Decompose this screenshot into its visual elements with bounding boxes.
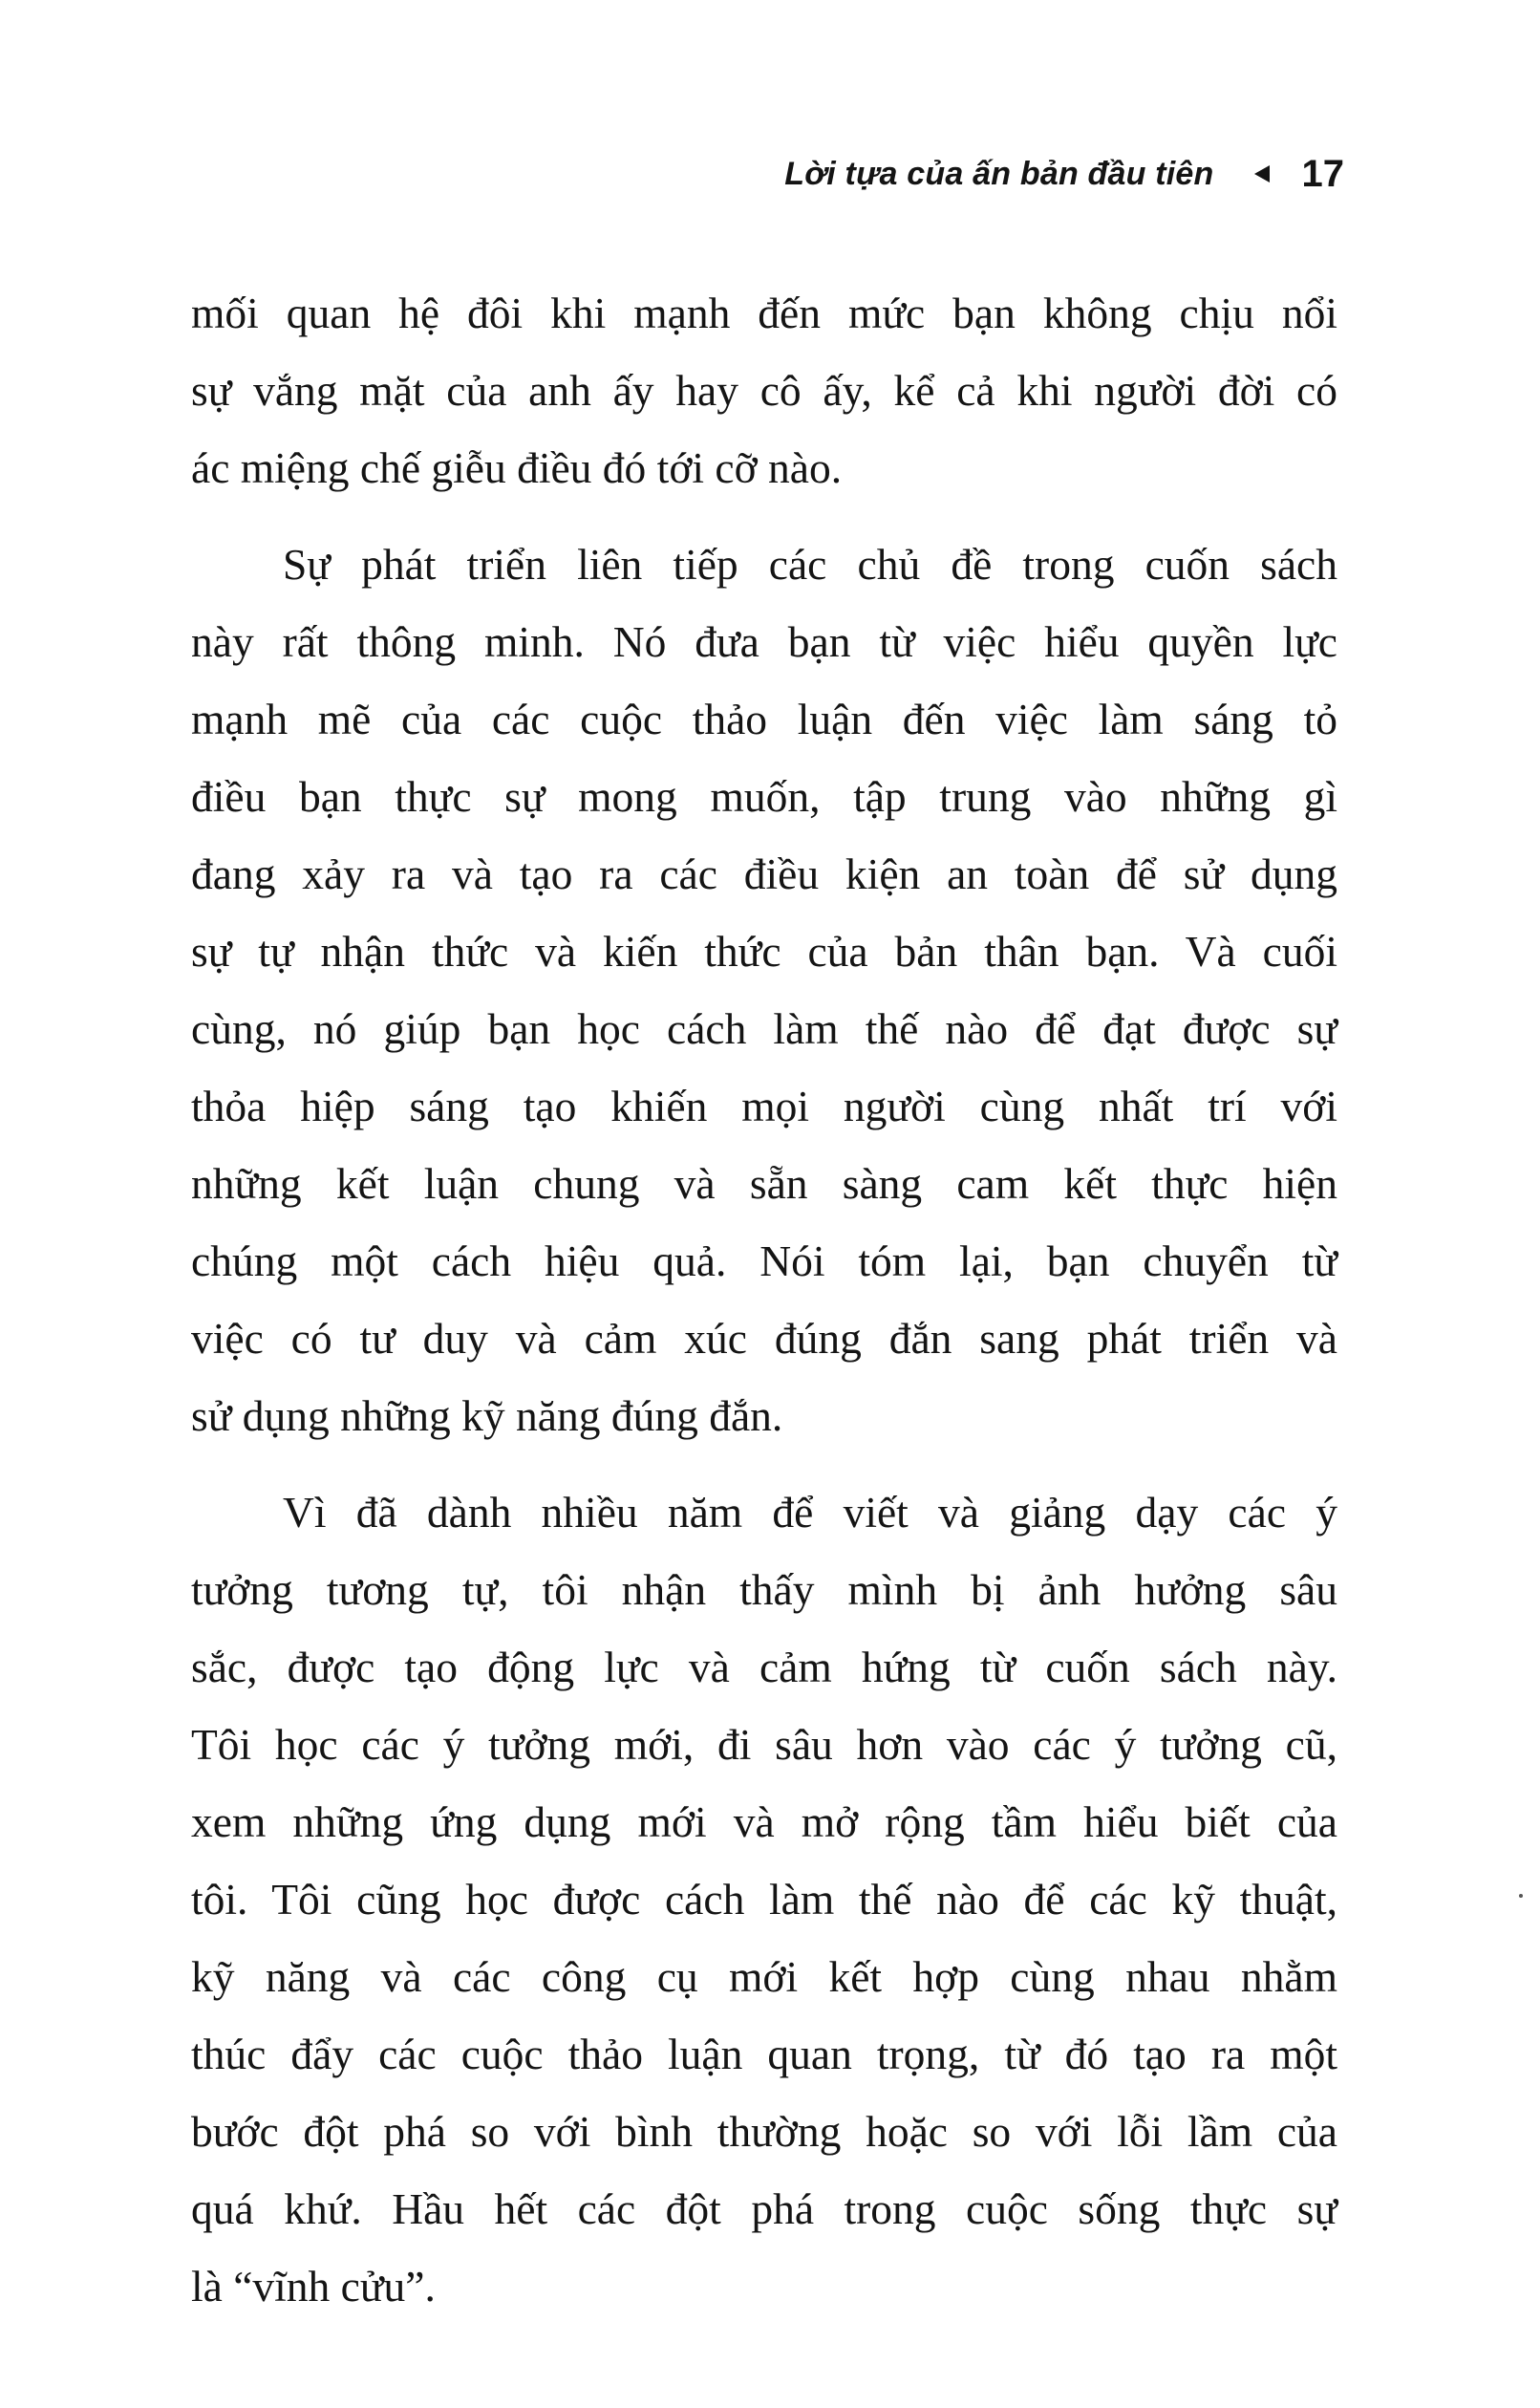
text-line: là “vĩnh cửu”. (191, 2262, 436, 2311)
text-line: việc có tư duy và cảm xúc đúng đắn sang phát triển và (191, 1314, 1337, 1363)
text-line: ác miệng chế giễu điều đó tới cỡ nào. (191, 443, 843, 492)
text-line: Sự phát triển liên tiếp các chủ đề trong cuốn sách (283, 540, 1337, 589)
paragraph-1 (191, 274, 1337, 506)
left-triangle-icon (1254, 165, 1270, 183)
text-line: Vì đã dành nhiều năm để viết và giảng dạy các ý (283, 1488, 1337, 1537)
text-line: thúc đẩy các cuộc thảo luận quan trọng, từ đó tạo ra một (191, 2030, 1337, 2078)
text-line: Tôi học các ý tưởng mới, đi sâu hơn vào các ý tưởng cũ, (191, 1720, 1337, 1769)
text-line: đang xảy ra và tạo ra các điều kiện an toàn để sử dụng (191, 849, 1337, 898)
paragraph-3 (191, 1473, 1337, 2325)
text-line: tưởng tương tự, tôi nhận thấy mình bị ảnh hưởng sâu (191, 1565, 1337, 1614)
paragraph-gap (191, 506, 1337, 526)
running-head (784, 145, 1344, 203)
text-line: điều bạn thực sự mong muốn, tập trung vào những gì (191, 772, 1337, 821)
page-number: 17 (1301, 152, 1344, 195)
text-line: sự vắng mặt của anh ấy hay cô ấy, kể cả khi người đời có (191, 366, 1337, 415)
paragraph-2 (191, 526, 1337, 1454)
text-line: thỏa hiệp sáng tạo khiến mọi người cùng nhất trí với (191, 1082, 1337, 1130)
text-line: cùng, nó giúp bạn học cách làm thế nào để đạt được sự (191, 1004, 1337, 1053)
body-text (191, 274, 1337, 2325)
text-line: mối quan hệ đôi khi mạnh đến mức bạn không chịu nổi (191, 289, 1337, 337)
text-line: kỹ năng và các công cụ mới kết hợp cùng nhau nhằm (191, 1952, 1337, 2001)
text-line: tôi. Tôi cũng học được cách làm thế nào để các kỹ thuật, (191, 1875, 1337, 1924)
text-line: chúng một cách hiệu quả. Nói tóm lại, bạn chuyển từ (191, 1236, 1337, 1285)
text-line: quá khứ. Hầu hết các đột phá trong cuộc sống thực sự (191, 2184, 1337, 2233)
text-line: những kết luận chung và sẵn sàng cam kết thực hiện (191, 1159, 1337, 1208)
text-line: sử dụng những kỹ năng đúng đắn. (191, 1391, 783, 1440)
text-line: sắc, được tạo động lực và cảm hứng từ cuốn sách này. (191, 1643, 1337, 1691)
text-line: này rất thông minh. Nó đưa bạn từ việc hiểu quyền lực (191, 617, 1337, 666)
text-line: xem những ứng dụng mới và mở rộng tầm hiểu biết của (191, 1797, 1337, 1846)
text-line: bước đột phá so với bình thường hoặc so với lỗi lầm của (191, 2107, 1337, 2156)
text-line: sự tự nhận thức và kiến thức của bản thân bạn. Và cuối (191, 927, 1337, 976)
text-line: mạnh mẽ của các cuộc thảo luận đến việc làm sáng tỏ (191, 695, 1337, 743)
scan-speck (1519, 1894, 1523, 1898)
paragraph-gap (191, 1454, 1337, 1473)
running-title: Lời tựa của ấn bản đầu tiên (784, 155, 1214, 192)
